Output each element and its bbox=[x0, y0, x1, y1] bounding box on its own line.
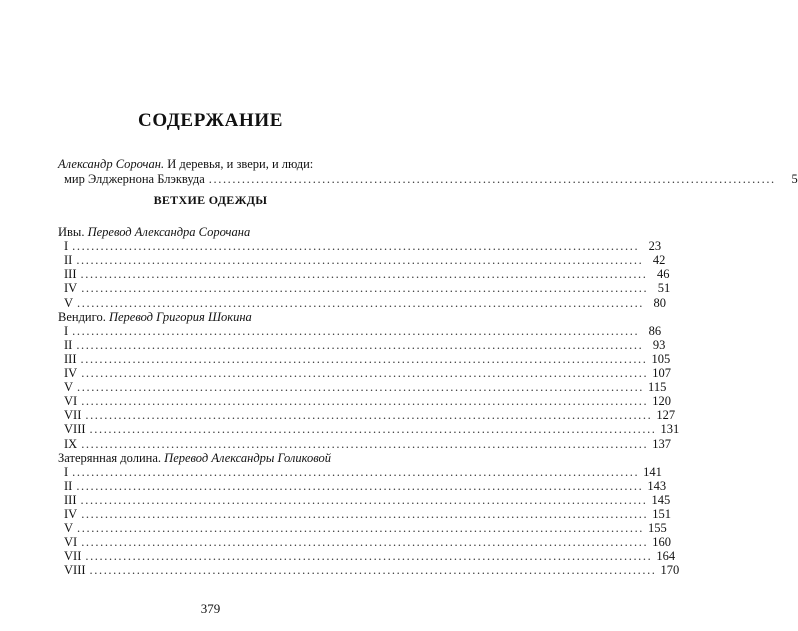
chapter-label: II bbox=[64, 478, 73, 493]
chapter-label: III bbox=[64, 267, 77, 282]
leader-dots: ........................................................................................................................ bbox=[81, 535, 649, 550]
leader-dots: ........................................................................................................................ bbox=[72, 323, 640, 338]
toc-chapter-entry[interactable] bbox=[58, 521, 667, 536]
chapter-page: 143 bbox=[647, 478, 667, 493]
leader-dots: ........................................................................................................................ bbox=[80, 492, 648, 507]
chapter-page: 115 bbox=[648, 380, 667, 395]
chapter-page: 86 bbox=[648, 323, 662, 338]
toc-chapter-entry[interactable] bbox=[58, 351, 671, 366]
leader-dots: ........................................................................................................................ bbox=[85, 408, 653, 423]
leader-dots: ........................................................................................................................ bbox=[77, 295, 645, 310]
intro-title-part1: И деревья, и звери, и люди: bbox=[164, 157, 314, 171]
page-title: СОДЕРЖАНИЕ bbox=[138, 110, 283, 131]
toc-chapter-entry[interactable] bbox=[58, 323, 662, 338]
intro-entry[interactable] bbox=[58, 172, 798, 186]
toc-chapter-entry[interactable] bbox=[58, 436, 671, 451]
chapter-label: VII bbox=[64, 408, 82, 423]
page-number: 379 bbox=[200, 601, 221, 616]
leader-dots: ........................................................................................................................ bbox=[76, 337, 644, 352]
toc-chapter-entry[interactable] bbox=[58, 422, 680, 437]
leader-dots: ........................................................................................................................ bbox=[85, 549, 653, 564]
chapter-page: 23 bbox=[648, 239, 662, 254]
chapter-page: 141 bbox=[643, 464, 662, 479]
chapter-label: III bbox=[64, 351, 77, 366]
chapter-label: III bbox=[64, 492, 77, 507]
toc-chapter-entry[interactable] bbox=[58, 380, 667, 395]
chapter-page: 42 bbox=[652, 253, 666, 268]
toc-chapter-entry[interactable] bbox=[58, 267, 670, 282]
toc-chapter-entry[interactable] bbox=[58, 408, 676, 423]
toc-chapter-entry[interactable] bbox=[58, 394, 671, 409]
chapter-page: 93 bbox=[652, 337, 666, 352]
chapter-page: 160 bbox=[652, 535, 671, 550]
intro-page: 5 bbox=[791, 172, 798, 186]
chapter-label: II bbox=[64, 337, 73, 352]
chapter-page: 151 bbox=[652, 507, 671, 521]
chapter-page: 131 bbox=[660, 422, 680, 437]
intro-title-line bbox=[58, 157, 363, 171]
leader-dots: ........................................................................................................................ bbox=[81, 281, 649, 296]
leader-dots: ........................................................................................................................ bbox=[80, 267, 648, 282]
chapter-label: VIII bbox=[64, 422, 86, 437]
toc-chapter-entry[interactable] bbox=[58, 549, 676, 564]
chapter-page: 145 bbox=[651, 492, 671, 507]
chapter-page: 46 bbox=[657, 267, 670, 282]
leader-dots: ........................................................................................................................ bbox=[77, 380, 645, 395]
leader-dots: ........................................................................................................................ bbox=[72, 239, 640, 254]
story-heading bbox=[58, 225, 363, 239]
story-heading bbox=[58, 451, 363, 465]
chapter-label: IV bbox=[64, 507, 78, 521]
leader-dots: ........................................................................................................................ bbox=[89, 563, 657, 578]
toc-chapter-entry[interactable] bbox=[58, 478, 667, 493]
toc-chapter-entry[interactable] bbox=[58, 492, 671, 507]
toc-chapter-entry[interactable] bbox=[58, 253, 666, 268]
chapter-label: VII bbox=[64, 549, 82, 564]
intro-author: Александр Сорочан. bbox=[58, 157, 165, 171]
chapter-page: 127 bbox=[656, 408, 676, 423]
chapter-page: 105 bbox=[651, 351, 671, 366]
leader-dots: ........................................................................................................................ bbox=[76, 253, 644, 268]
toc-chapter-entry[interactable] bbox=[58, 295, 667, 310]
leader-dots: ........................................................................................................................ bbox=[81, 366, 649, 380]
leader-dots: ........................................................................................................................ bbox=[77, 521, 645, 536]
leader-dots: ........................................................................................................................ bbox=[76, 478, 644, 493]
toc-chapter-entry[interactable] bbox=[58, 535, 671, 550]
chapter-label: V bbox=[64, 521, 74, 536]
chapter-label: IV bbox=[64, 366, 78, 380]
chapter-label: VI bbox=[64, 535, 78, 550]
chapter-page: 164 bbox=[656, 549, 676, 564]
leader-dots: ........................................................................................................................ bbox=[208, 172, 776, 186]
chapter-label: VIII bbox=[64, 563, 86, 578]
story-heading bbox=[58, 310, 363, 324]
chapter-page: 155 bbox=[648, 521, 667, 536]
toc-chapter-entry[interactable] bbox=[58, 563, 680, 578]
chapter-page: 107 bbox=[652, 366, 671, 380]
chapter-page: 170 bbox=[660, 563, 680, 578]
leader-dots: ........................................................................................................................ bbox=[81, 436, 649, 451]
chapter-page: 137 bbox=[652, 436, 671, 451]
chapter-page: 51 bbox=[657, 281, 671, 296]
story-title: Вендиго. bbox=[58, 309, 106, 324]
chapter-label: V bbox=[64, 380, 74, 395]
chapter-label: I bbox=[64, 464, 69, 479]
leader-dots: ........................................................................................................................ bbox=[80, 351, 648, 366]
toc-chapter-entry[interactable] bbox=[58, 366, 671, 380]
leader-dots: ........................................................................................................................ bbox=[89, 422, 657, 437]
chapter-page: 120 bbox=[652, 394, 671, 409]
leader-dots: ........................................................................................................................ bbox=[81, 507, 649, 521]
chapter-label: VI bbox=[64, 394, 78, 409]
story-translator: Перевод Александра Сорочана bbox=[87, 225, 251, 239]
chapter-page: 80 bbox=[653, 295, 667, 310]
story-title: Затерянная долина. bbox=[58, 450, 162, 465]
chapter-label: IV bbox=[64, 281, 78, 296]
chapter-label: II bbox=[64, 253, 73, 268]
leader-dots: ........................................................................................................................ bbox=[72, 464, 640, 479]
story-translator: Перевод Григория Шокина bbox=[108, 309, 252, 324]
leader-dots: ........................................................................................................................ bbox=[81, 394, 649, 409]
section-title: ВЕТХИЕ ОДЕЖДЫ bbox=[153, 193, 268, 207]
chapter-label: IX bbox=[64, 436, 78, 451]
book-page bbox=[58, 0, 798, 631]
toc-chapter-entry[interactable] bbox=[58, 239, 662, 254]
chapter-label: I bbox=[64, 239, 69, 254]
story-translator: Перевод Александры Голиковой bbox=[164, 450, 331, 465]
toc-chapter-entry[interactable] bbox=[58, 337, 666, 352]
story-title: Ивы. bbox=[58, 225, 85, 239]
intro-title-part2: мир Элджернона Блэквуда bbox=[64, 172, 205, 186]
toc-chapter-entry[interactable] bbox=[58, 507, 671, 521]
toc-chapter-entry[interactable] bbox=[58, 281, 671, 296]
toc-chapter-entry[interactable] bbox=[58, 464, 662, 479]
chapter-label: V bbox=[64, 295, 74, 310]
chapter-label: I bbox=[64, 323, 69, 338]
